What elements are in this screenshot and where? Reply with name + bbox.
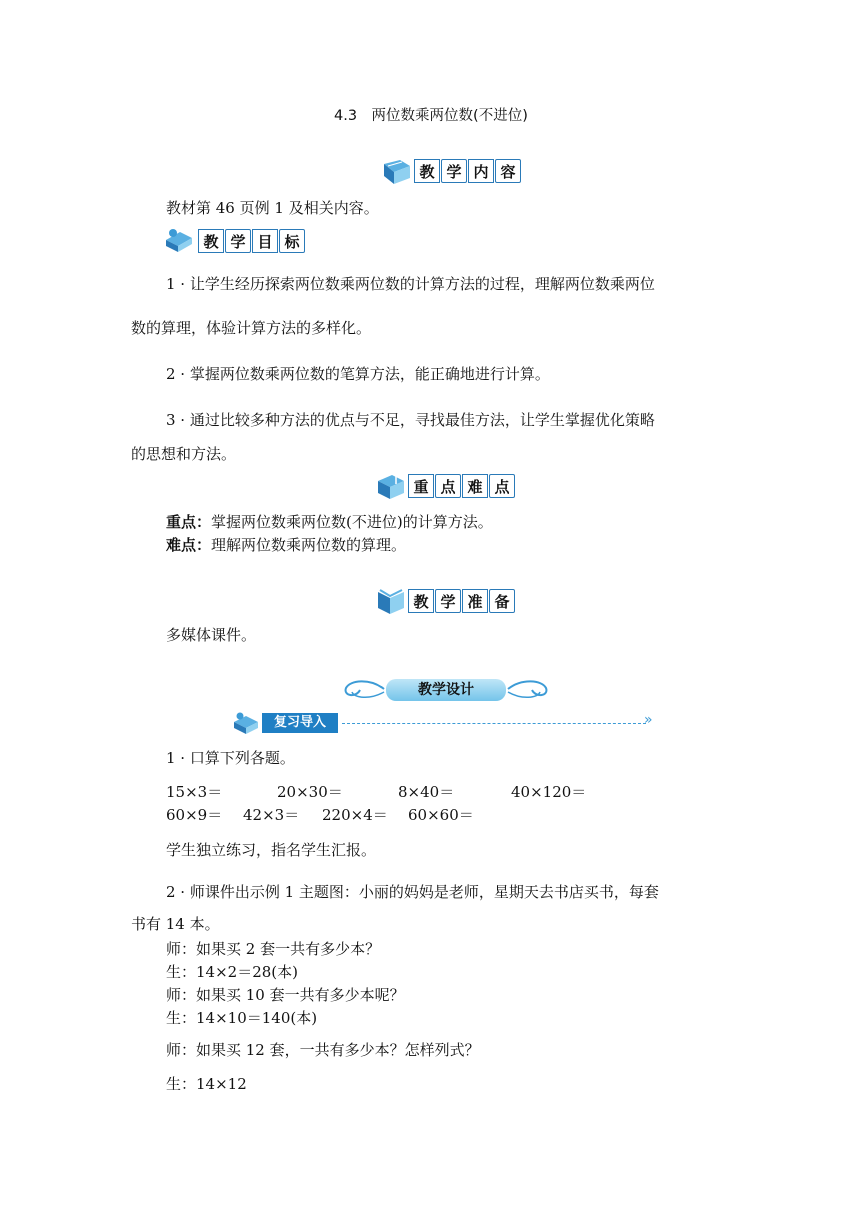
content-text: 教材第 46 页例 1 及相关内容。 [166, 199, 379, 217]
goal-2: 2 · 掌握两位数乘两位数的笔算方法，能正确地进行计算。 [166, 365, 550, 383]
header-char: 标 [279, 229, 305, 253]
key-label: 重点： [166, 513, 212, 531]
oral-item: 60×60＝ [408, 806, 474, 824]
oral-item: 15×3＝ [166, 783, 223, 801]
header-char: 准 [462, 589, 488, 613]
dialog-line: 生：14×12 [166, 1075, 247, 1093]
goal-3-line-2: 的思想和方法。 [131, 445, 237, 463]
review-after: 学生独立练习，指名学生汇报。 [166, 841, 377, 859]
oral-item: 60×9＝ [166, 806, 223, 824]
header-char: 学 [435, 589, 461, 613]
header-char: 容 [495, 159, 521, 183]
goal-1-line-1: 1 · 让学生经历探索两位数乘两位数的计算方法的过程，理解两位数乘两位 [166, 275, 655, 293]
design-banner [340, 676, 552, 702]
header-char: 内 [468, 159, 494, 183]
review-section-tag [232, 710, 662, 736]
oral-item: 40×120＝ [511, 783, 587, 801]
header-char: 重 [408, 474, 434, 498]
oral-item: 42×3＝ [243, 806, 300, 824]
oral-item: 220×4＝ [322, 806, 388, 824]
dashed-divider [342, 723, 646, 724]
dialog-line: 师：如果买 10 套一共有多少本呢？ [166, 986, 405, 1004]
open-book-icon [374, 586, 408, 616]
header-char: 目 [252, 229, 278, 253]
header-char: 点 [489, 474, 515, 498]
header-char: 备 [489, 589, 515, 613]
dialog-line: 生：14×2＝28(本) [166, 963, 298, 981]
difficulty-label: 难点： [166, 536, 212, 554]
page-title: 4.3 两位数乘两位数(不进位) [334, 108, 528, 124]
double-arrow-icon: » [644, 712, 653, 728]
books-icon [164, 226, 198, 256]
key-text: 掌握两位数乘两位数(不进位)的计算方法。 [211, 513, 493, 531]
goal-1-line-2: 数的算理，体验计算方法的多样化。 [131, 319, 372, 337]
oral-item: 20×30＝ [277, 783, 343, 801]
header-char: 教 [414, 159, 440, 183]
review-q2-line-2: 书有 14 本。 [131, 915, 220, 933]
header-char: 学 [441, 159, 467, 183]
header-char: 难 [462, 474, 488, 498]
header-char: 教 [198, 229, 224, 253]
difficulty-text: 理解两位数乘两位数的算理。 [211, 536, 407, 554]
header-char: 学 [225, 229, 251, 253]
lightbulb-book-icon [374, 471, 408, 501]
header-char: 点 [435, 474, 461, 498]
key-point [166, 512, 493, 532]
review-q2-line-1: 2 · 师课件出示例 1 主题图：小丽的妈妈是老师，星期天去书店买书，每套 [166, 883, 659, 901]
dialog-line: 师：如果买 2 套一共有多少本？ [166, 940, 381, 958]
prep-text: 多媒体课件。 [166, 626, 257, 644]
dialog-line: 生：14×10＝140(本) [166, 1009, 318, 1027]
header-char: 教 [408, 589, 434, 613]
review-tag-label: 复习导入 [262, 713, 338, 733]
difficulty-point [166, 535, 406, 555]
review-books-icon [232, 710, 262, 736]
book-icon [380, 156, 414, 186]
dialog-line: 师：如果买 12 套，一共有多少本？怎样列式？ [166, 1041, 480, 1059]
review-q1: 1 · 口算下列各题。 [166, 749, 295, 767]
goal-3-line-1: 3 · 通过比较多种方法的优点与不足，寻找最佳方法，让学生掌握优化策略 [166, 411, 655, 429]
oral-item: 8×40＝ [398, 783, 455, 801]
design-banner-label: 教学设计 [386, 679, 506, 701]
